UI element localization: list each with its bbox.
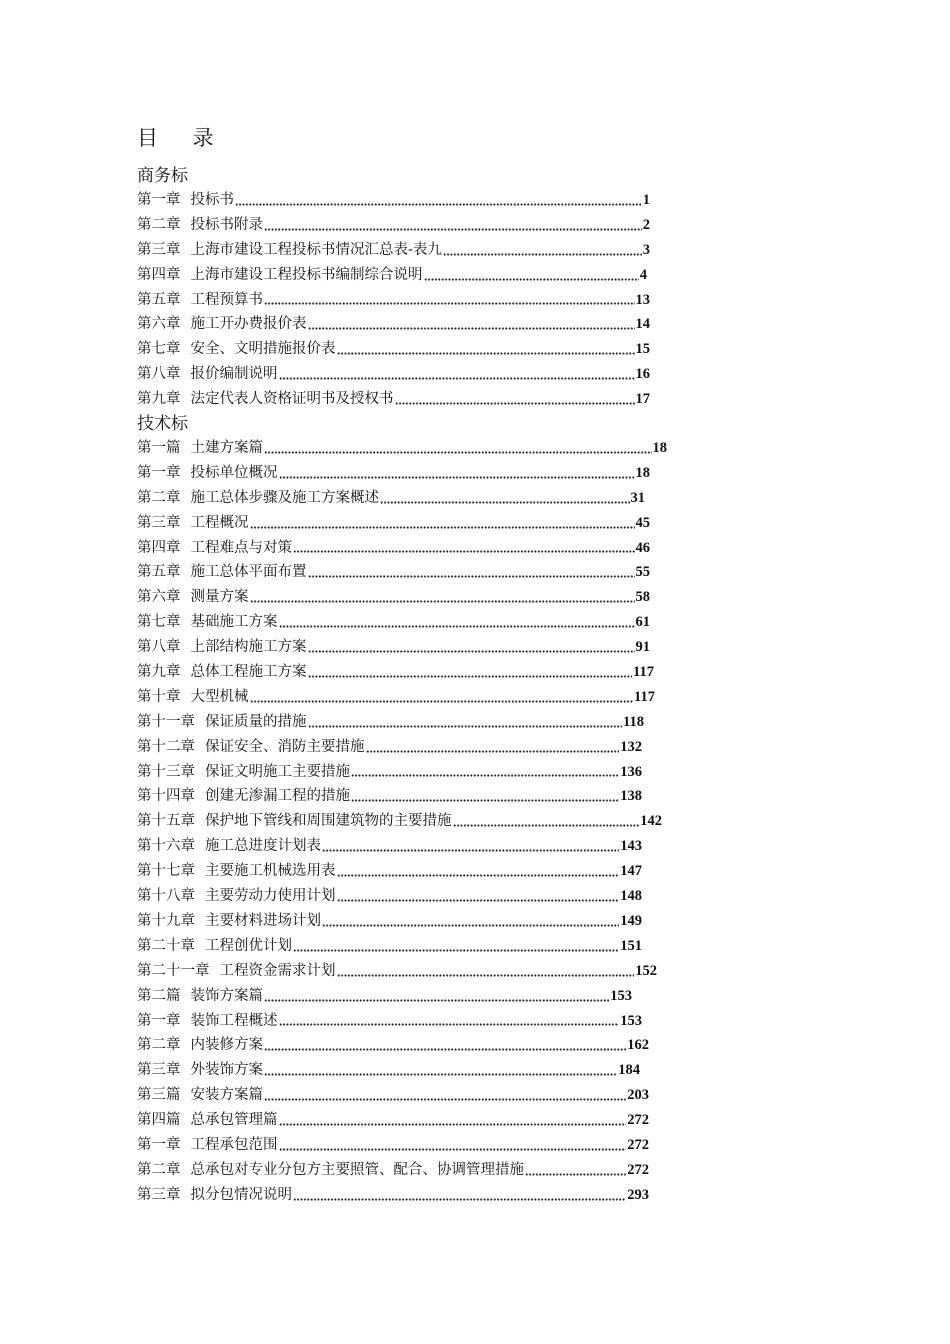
chapter-title: 主要材料进场计划	[205, 912, 321, 929]
page-number: 117	[634, 688, 655, 705]
chapter-title: 总体工程施工方案	[190, 664, 307, 681]
toc-body	[137, 164, 697, 1208]
toc-entry[interactable]	[137, 312, 697, 337]
dot-leader	[308, 725, 623, 728]
dot-leader	[279, 1148, 627, 1151]
page-number: 91	[635, 639, 650, 656]
chapter-title: 测量方案	[190, 589, 249, 606]
toc-entry[interactable]	[137, 934, 697, 959]
toc-entry[interactable]	[137, 685, 697, 710]
chapter-title: 土建方案篇	[190, 440, 263, 457]
chapter-number: 第二章	[137, 1037, 181, 1054]
page-number: 117	[633, 664, 654, 681]
page-number: 136	[620, 763, 642, 780]
toc-entry[interactable]	[137, 288, 697, 313]
chapter-title: 装饰工程概述	[190, 1012, 278, 1029]
chapter-title: 上部结构施工方案	[190, 639, 307, 656]
chapter-number: 第十章	[137, 688, 181, 705]
toc-entry[interactable]	[137, 188, 697, 213]
dot-leader	[308, 575, 635, 578]
toc-entry[interactable]	[137, 834, 697, 859]
toc-entry[interactable]	[137, 362, 697, 387]
page-number: 14	[635, 316, 650, 333]
chapter-title: 工程承包范围	[190, 1136, 278, 1153]
dot-leader	[337, 352, 635, 355]
chapter-number: 第十五章	[137, 813, 195, 830]
chapter-title: 工程概况	[190, 514, 249, 531]
chapter-number: 第七章	[137, 614, 181, 631]
toc-entry[interactable]	[137, 536, 697, 561]
page-number: 55	[635, 564, 650, 581]
toc-entry[interactable]	[137, 909, 697, 934]
chapter-title: 法定代表人资格证明书及授权书	[190, 391, 394, 408]
chapter-title: 内装修方案	[190, 1037, 263, 1054]
chapter-title: 投标单位概况	[190, 464, 278, 481]
dot-leader	[337, 974, 635, 977]
dot-leader	[351, 799, 619, 802]
chapter-number: 第三章	[137, 1186, 181, 1203]
toc-entry[interactable]	[137, 585, 697, 610]
page-number: 272	[627, 1161, 649, 1178]
dot-leader	[264, 302, 635, 305]
page-number: 16	[635, 366, 650, 383]
toc-entry[interactable]	[137, 610, 697, 635]
chapter-title: 安全、文明措施报价表	[190, 341, 336, 358]
chapter-number: 第九章	[137, 391, 181, 408]
dot-leader	[250, 700, 634, 703]
chapter-title: 装饰方案篇	[190, 987, 263, 1004]
dot-leader	[525, 1173, 626, 1176]
chapter-number: 第十九章	[137, 912, 195, 929]
chapter-title: 保护地下管线和周围建筑物的主要措施	[205, 813, 452, 830]
page-number: 132	[620, 738, 642, 755]
dot-leader	[293, 1198, 626, 1201]
page-number: 293	[627, 1186, 649, 1203]
chapter-number: 第三章	[137, 514, 181, 531]
chapter-number: 第十二章	[137, 738, 195, 755]
toc-entry[interactable]	[137, 560, 697, 585]
chapter-number: 第四篇	[137, 1112, 181, 1129]
page-number: 17	[635, 391, 650, 408]
page-number: 153	[610, 987, 632, 1004]
toc-entry[interactable]	[137, 710, 697, 735]
chapter-title: 投标书附录	[190, 216, 263, 233]
chapter-number: 第六章	[137, 316, 181, 333]
chapter-number: 第十三章	[137, 763, 195, 780]
chapter-number: 第八章	[137, 639, 181, 656]
page-number: 18	[652, 440, 667, 457]
section-heading: 技术标	[137, 414, 188, 435]
dot-leader	[366, 750, 620, 753]
chapter-number: 第三篇	[137, 1087, 181, 1104]
toc-entry[interactable]	[137, 809, 697, 834]
page-number: 184	[618, 1062, 640, 1079]
toc-entry[interactable]	[137, 1009, 697, 1034]
toc-entry[interactable]	[137, 238, 697, 263]
chapter-title: 工程难点与对策	[190, 539, 292, 556]
chapter-title: 施工总体步骤及施工方案概述	[190, 489, 379, 506]
chapter-number: 第五章	[137, 564, 181, 581]
dot-leader	[264, 999, 609, 1002]
dot-leader	[337, 899, 620, 902]
chapter-number: 第八章	[137, 366, 181, 383]
page-number: 58	[635, 589, 650, 606]
chapter-number: 第十七章	[137, 863, 195, 880]
dot-leader	[279, 1123, 627, 1126]
page-number: 13	[635, 291, 650, 308]
dot-leader	[279, 377, 635, 380]
dot-leader	[380, 501, 630, 504]
chapter-title: 基础施工方案	[190, 614, 278, 631]
dot-leader	[293, 949, 619, 952]
chapter-number: 第四章	[137, 539, 181, 556]
toc-entry[interactable]	[137, 884, 697, 909]
chapter-title: 主要施工机械选用表	[205, 863, 336, 880]
dot-leader	[250, 526, 635, 529]
page-number: 138	[620, 788, 642, 805]
toc-entry[interactable]	[137, 1083, 697, 1108]
toc-entry[interactable]	[137, 1158, 697, 1183]
toc-page	[137, 124, 697, 1208]
page-number: 2	[642, 216, 650, 233]
dot-leader	[424, 278, 639, 281]
dot-leader	[308, 650, 635, 653]
dot-leader	[264, 1098, 626, 1101]
page-number: 118	[623, 713, 644, 730]
page-number: 1	[642, 192, 650, 208]
toc-entry[interactable]	[137, 1133, 697, 1158]
chapter-title: 报价编制说明	[190, 366, 278, 383]
dot-leader	[337, 874, 620, 877]
chapter-number: 第七章	[137, 341, 181, 358]
dot-leader	[322, 849, 619, 852]
chapter-title: 主要劳动力使用计划	[205, 888, 336, 905]
page-number: 272	[627, 1112, 649, 1129]
dot-leader	[264, 1048, 626, 1051]
page-number: 153	[620, 1012, 642, 1029]
chapter-title: 上海市建设工程投标书编制综合说明	[190, 266, 423, 283]
toc-entry[interactable]	[137, 1058, 697, 1083]
toc-title: 目 录	[137, 126, 228, 150]
dot-leader	[279, 476, 635, 479]
toc-entry[interactable]	[137, 486, 697, 511]
dot-leader	[279, 1023, 620, 1026]
dot-leader	[443, 253, 642, 256]
dot-leader	[250, 600, 635, 603]
chapter-number: 第十六章	[137, 838, 195, 855]
chapter-title: 安装方案篇	[190, 1087, 263, 1104]
dot-leader	[235, 203, 642, 206]
chapter-number: 第十八章	[137, 888, 195, 905]
dot-leader	[293, 550, 635, 553]
toc-entry[interactable]	[137, 735, 697, 760]
toc-entry[interactable]	[137, 660, 697, 685]
page-number: 15	[635, 341, 650, 358]
dot-leader	[395, 402, 635, 405]
page-number: 149	[620, 912, 642, 929]
page-number: 46	[635, 539, 650, 556]
chapter-title: 施工总体平面布置	[190, 564, 307, 581]
chapter-number: 第四章	[137, 266, 181, 283]
dot-leader	[351, 774, 619, 777]
toc-entry[interactable]	[137, 1183, 697, 1208]
toc-entry[interactable]	[137, 387, 697, 412]
dot-leader	[322, 924, 619, 927]
chapter-title: 保证文明施工主要措施	[205, 763, 350, 780]
toc-entry[interactable]	[137, 213, 697, 238]
toc-entry[interactable]	[137, 959, 697, 984]
dot-leader	[453, 824, 640, 827]
chapter-number: 第一章	[137, 464, 181, 481]
toc-entry[interactable]	[137, 859, 697, 884]
chapter-title: 工程资金需求计划	[219, 962, 336, 979]
chapter-title: 工程预算书	[190, 291, 263, 308]
chapter-title: 大型机械	[190, 688, 249, 705]
toc-entry[interactable]	[137, 461, 697, 486]
toc-entry[interactable]	[137, 1108, 697, 1133]
chapter-number: 第五章	[137, 291, 181, 308]
dot-leader	[264, 451, 652, 454]
chapter-number: 第十四章	[137, 788, 195, 805]
dot-leader	[308, 327, 635, 330]
page-number: 61	[635, 614, 650, 631]
toc-entry[interactable]	[137, 984, 697, 1009]
chapter-title: 拟分包情况说明	[190, 1186, 292, 1203]
chapter-title: 外装饰方案	[190, 1062, 263, 1079]
chapter-title: 保证安全、消防主要措施	[205, 738, 365, 755]
chapter-number: 第十一章	[137, 713, 195, 730]
chapter-title: 施工总进度计划表	[205, 838, 321, 855]
toc-entry[interactable]	[137, 760, 697, 785]
chapter-title: 总承包管理篇	[190, 1112, 278, 1129]
chapter-number: 第二章	[137, 489, 181, 506]
page-number: 148	[620, 888, 642, 905]
dot-leader	[279, 625, 635, 628]
chapter-title: 投标书	[190, 192, 234, 208]
toc-entry[interactable]	[137, 263, 697, 288]
chapter-number: 第一章	[137, 1136, 181, 1153]
chapter-number: 第九章	[137, 664, 181, 681]
chapter-number: 第一篇	[137, 440, 181, 457]
chapter-number: 第二十章	[137, 937, 195, 954]
chapter-number: 第二篇	[137, 987, 181, 1004]
page-number: 272	[627, 1136, 649, 1153]
page-number: 152	[635, 962, 657, 979]
chapter-title: 工程创优计划	[205, 937, 292, 954]
section-heading: 商务标	[137, 166, 188, 186]
chapter-number: 第三章	[137, 1062, 181, 1079]
chapter-title: 总承包对专业分包方主要照管、配合、协调管理措施	[190, 1161, 524, 1178]
page-number: 147	[620, 863, 642, 880]
page-number: 45	[635, 514, 650, 531]
toc-entry[interactable]	[137, 784, 697, 809]
toc-entry[interactable]	[137, 511, 697, 536]
page-number: 151	[620, 937, 642, 954]
chapter-number: 第一章	[137, 192, 181, 208]
page-number: 203	[627, 1087, 649, 1104]
chapter-number: 第二章	[137, 1161, 181, 1178]
toc-entry[interactable]	[137, 635, 697, 660]
page-number: 162	[627, 1037, 649, 1054]
dot-leader	[308, 675, 633, 678]
chapter-title: 保证质量的措施	[205, 713, 307, 730]
page-number: 4	[639, 266, 647, 283]
chapter-number: 第二章	[137, 216, 181, 233]
page-number: 18	[635, 464, 650, 481]
toc-entry[interactable]	[137, 436, 697, 461]
dot-leader	[264, 1073, 617, 1076]
chapter-number: 第二十一章	[137, 962, 210, 979]
chapter-title: 创建无渗漏工程的措施	[205, 788, 350, 805]
page-number: 142	[640, 813, 662, 830]
page-number: 3	[642, 241, 650, 258]
chapter-title: 上海市建设工程投标书情况汇总表-表九	[190, 241, 442, 258]
chapter-number: 第三章	[137, 241, 181, 258]
chapter-number: 第六章	[137, 589, 181, 606]
dot-leader	[264, 228, 642, 231]
chapter-title: 施工开办费报价表	[190, 316, 307, 333]
toc-entry[interactable]	[137, 337, 697, 362]
toc-entry[interactable]	[137, 1033, 697, 1058]
chapter-number: 第一章	[137, 1012, 181, 1029]
page-number: 31	[630, 489, 645, 506]
page-number: 143	[620, 838, 642, 855]
